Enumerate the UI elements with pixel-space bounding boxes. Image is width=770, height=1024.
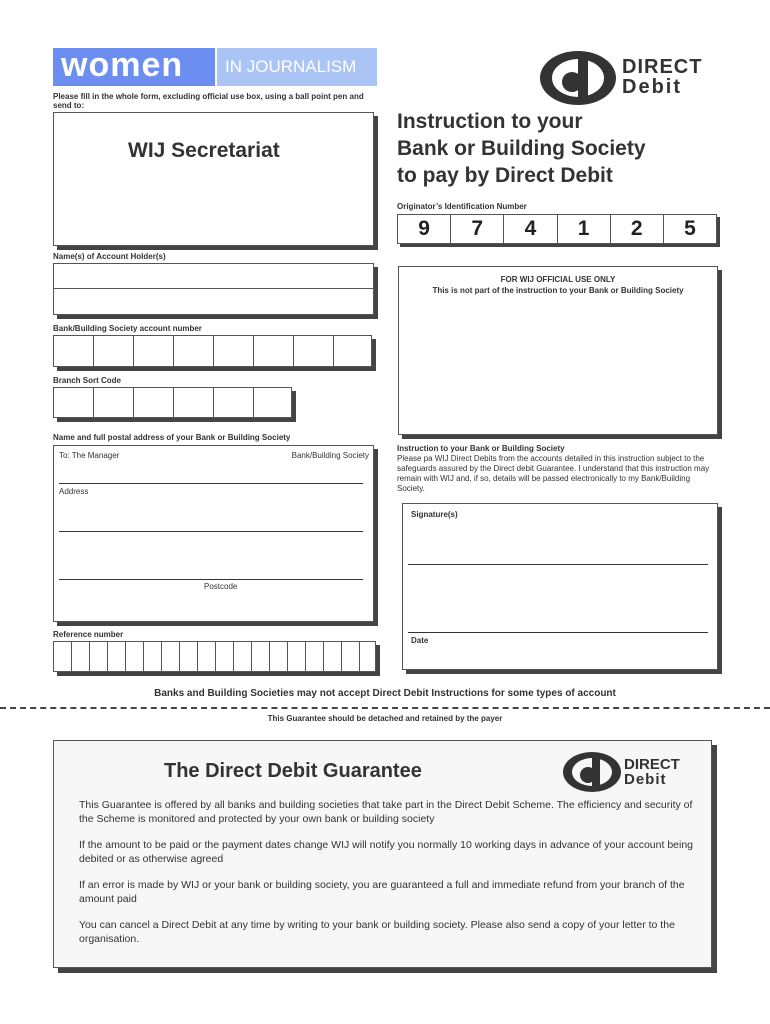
detach-note: This Guarantee should be detached and retained by the payer bbox=[267, 714, 503, 723]
reference-number-field[interactable] bbox=[53, 641, 376, 672]
detach-line bbox=[0, 707, 770, 709]
wij-logo-women: women bbox=[61, 46, 184, 84]
direct-debit-logo-mark-icon bbox=[538, 50, 618, 106]
official-use-subtitle: This is not part of the instruction to your Bank or Building Society bbox=[432, 286, 684, 295]
originator-digit: 2 bbox=[611, 215, 664, 243]
originator-number bbox=[397, 214, 717, 244]
bank-manager-label: To: The Manager bbox=[59, 451, 120, 460]
fill-instructions-note: Please fill in the whole form, excluding official use box, using a ball point pen and send to: bbox=[53, 92, 364, 110]
bank-name-label: Bank/Building Society bbox=[291, 451, 369, 460]
official-use-box bbox=[398, 266, 718, 435]
date-label: Date bbox=[411, 636, 429, 645]
signature-box[interactable] bbox=[402, 503, 718, 670]
banks-note: Banks and Building Societies may not accept Direct Debit Instructions for some types of account bbox=[154, 688, 616, 699]
guarantee-text bbox=[79, 799, 699, 946]
form-title: Instruction to your Bank or Building Society to pay by Direct Debit bbox=[397, 110, 646, 187]
instruction-block bbox=[397, 444, 717, 494]
secretariat-name: WIJ Secretariat bbox=[128, 139, 280, 162]
official-use-title: FOR WIJ OFFICIAL USE ONLY bbox=[500, 275, 616, 284]
account-number-label: Bank/Building Society account number bbox=[53, 324, 202, 333]
account-number-field[interactable] bbox=[53, 335, 372, 367]
originator-digit: 9 bbox=[398, 215, 451, 243]
guarantee-title: The Direct Debit Guarantee bbox=[164, 760, 422, 782]
instruction-title: Instruction to your Bank or Building Society bbox=[397, 444, 565, 453]
originator-digit: 5 bbox=[684, 217, 696, 240]
guarantee-paragraph: If an error is made by WIJ or your bank or building society, you are guaranteed a full and immediate refund from your branch of the amount paid bbox=[79, 879, 685, 905]
originator-label: Originator’s Identification Number bbox=[397, 202, 527, 211]
instruction-body: Please pa WIJ Direct Debits from the accounts detailed in this instruction subject to the safeguards assured by the Direct debit Guarantee. I understand that this instruction may remain with WIJ and, if so, details will be passed electronically to my Bank/Building Society. bbox=[397, 454, 710, 493]
guarantee-paragraph: You can cancel a Direct Debit at any time by writing to your bank or building society. Please also send a copy of your letter to the organisation. bbox=[79, 919, 675, 945]
guarantee-dd-logo: DIRECT Debit bbox=[562, 751, 702, 793]
wij-logo bbox=[53, 48, 377, 86]
secretariat-box bbox=[53, 112, 374, 246]
guarantee-box bbox=[53, 740, 712, 968]
bank-address-label: Name and full postal address of your Bank or Building Society bbox=[53, 433, 291, 442]
account-holder-field[interactable] bbox=[53, 263, 374, 315]
originator-digit: 1 bbox=[558, 215, 611, 243]
sort-code-label: Branch Sort Code bbox=[53, 376, 122, 385]
postcode-label: Postcode bbox=[204, 582, 238, 591]
originator-digit: 7 bbox=[451, 215, 504, 243]
guarantee-paragraph: If the amount to be paid or the payment dates change WIJ will notify you normally 10 working days in advance of your account being debited or as otherwise agreed bbox=[79, 839, 694, 865]
signature-label: Signature(s) bbox=[411, 510, 458, 519]
bank-address-box[interactable] bbox=[53, 445, 374, 622]
direct-debit-logo: DIRECT Debit bbox=[538, 50, 723, 106]
account-holder-label: Name(s) of Account Holder(s) bbox=[53, 252, 166, 261]
reference-label: Reference number bbox=[53, 630, 124, 639]
originator-digit: 4 bbox=[504, 215, 557, 243]
direct-debit-logo-mark-icon bbox=[562, 751, 622, 793]
sort-code-field[interactable] bbox=[53, 387, 292, 418]
address-label: Address bbox=[59, 487, 89, 496]
wij-logo-in-journalism: IN JOURNALISM bbox=[225, 57, 357, 76]
guarantee-paragraph: This Guarantee is offered by all banks and building societies that take part in the Direct Debit Scheme. The efficiency and security of the Scheme is monitored and protected by your own bank or building society bbox=[79, 799, 693, 825]
